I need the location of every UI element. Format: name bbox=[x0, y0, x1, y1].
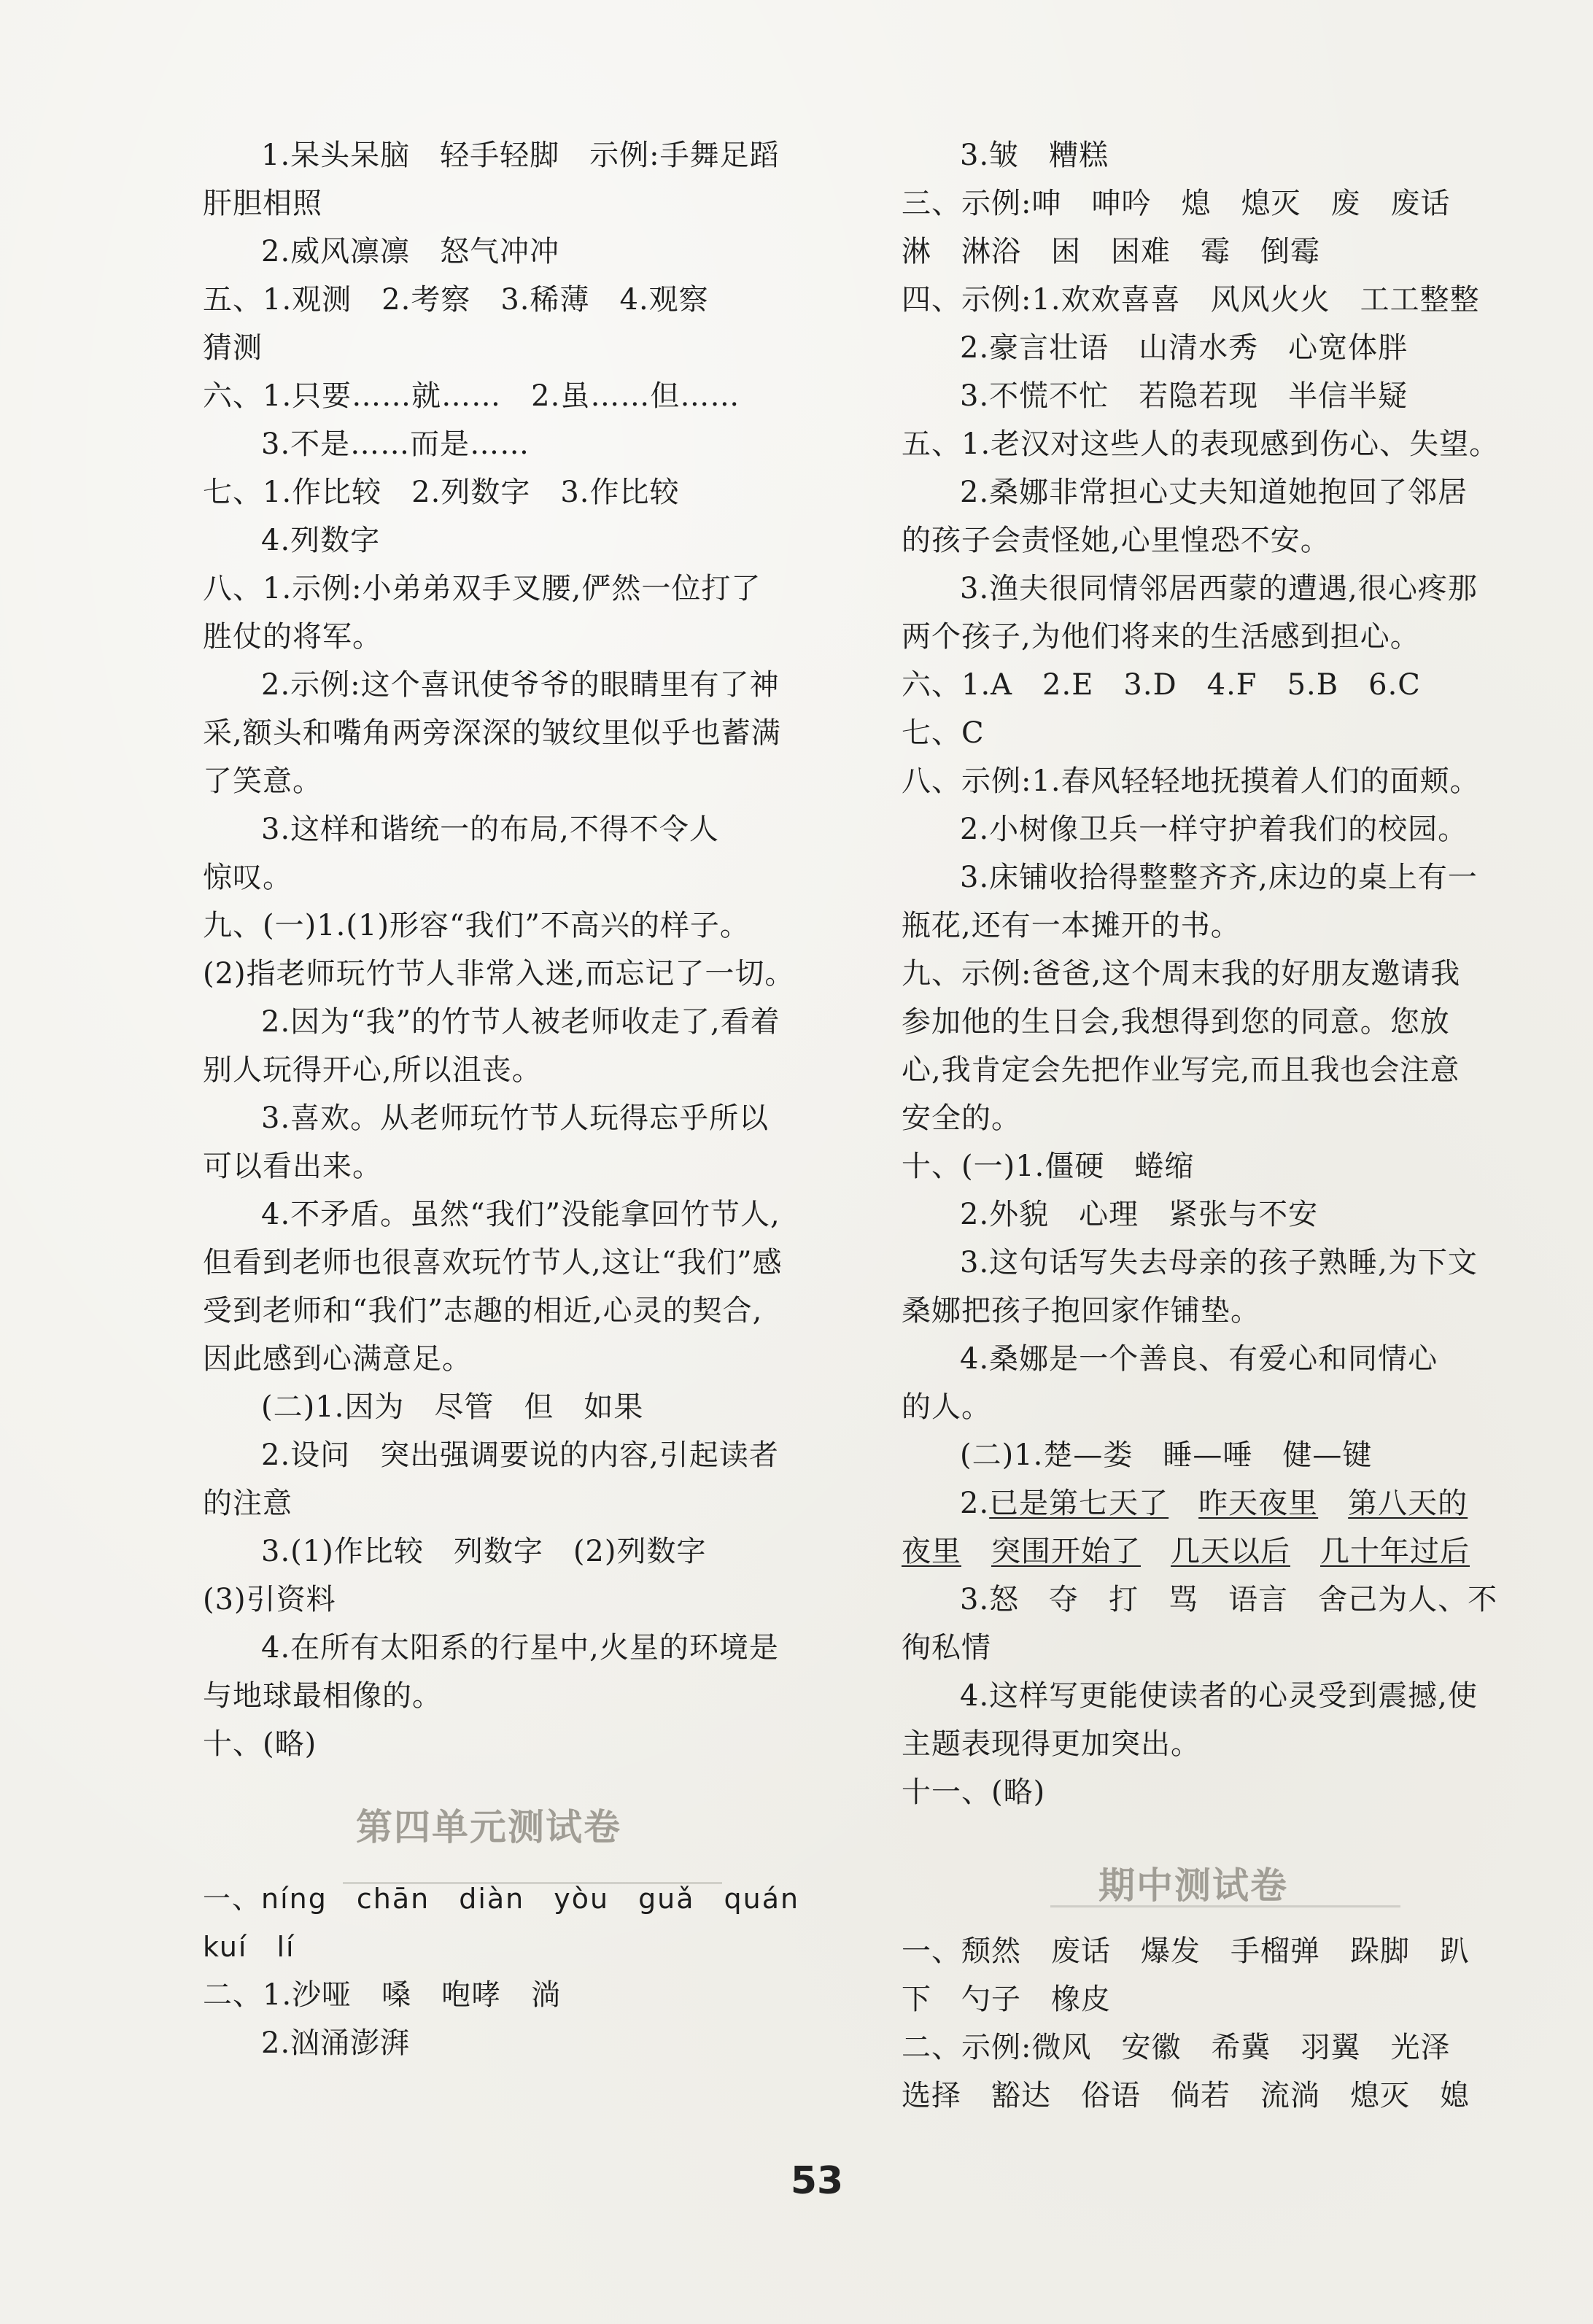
underlined-phrase: 几天以后 bbox=[1171, 1535, 1290, 1568]
answer-line: 2.因为“我”的竹节人被老师收走了,看着 bbox=[261, 1005, 780, 1039]
spacer-text bbox=[961, 1535, 991, 1568]
answer-line: 八、1.示例:小弟弟双手叉腰,俨然一位打了 bbox=[203, 572, 761, 605]
section-heading-unit4: 第四单元测试卷 bbox=[356, 1805, 621, 1848]
answer-line: 4.桑娜是一个善良、有爱心和同情心 bbox=[960, 1342, 1438, 1376]
answer-line: 4.列数字 bbox=[261, 524, 381, 557]
page-number: 53 bbox=[790, 2159, 844, 2203]
answer-line: 九、示例:爸爸,这个周末我的好朋友邀请我 bbox=[902, 957, 1461, 991]
answer-line: 淋 淋浴 困 困难 霉 倒霉 bbox=[902, 235, 1320, 268]
answer-line: 3.不慌不忙 若隐若现 半信半疑 bbox=[960, 379, 1408, 413]
underlined-phrase: 突围开始了 bbox=[991, 1535, 1141, 1568]
underlined-phrase: 夜里 bbox=[902, 1535, 961, 1568]
answer-line: 4.在所有太阳系的行星中,火星的环境是 bbox=[261, 1631, 779, 1665]
spacer-text bbox=[1318, 1487, 1348, 1520]
underlined-phrase: 昨天夜里 bbox=[1198, 1487, 1319, 1520]
heading-rule bbox=[343, 1882, 722, 1884]
answer-line: 十、(一)1.僵硬 蜷缩 bbox=[902, 1150, 1195, 1183]
answer-line: 3.渔夫很同情邻居西蒙的遭遇,很心疼那 bbox=[960, 572, 1478, 605]
answer-line: 七、C bbox=[902, 716, 985, 750]
answer-line: 四、示例:1.欢欢喜喜 风风火火 工工整整 bbox=[902, 283, 1480, 317]
answer-line: 与地球最相像的。 bbox=[203, 1679, 442, 1713]
answer-line: 下 勺子 橡皮 bbox=[902, 1983, 1111, 2016]
answer-line: 3.这样和谐统一的布局,不得不令人 bbox=[261, 813, 719, 846]
answer-line: 采,额头和嘴角两旁深深的皱纹里似乎也蓄满 bbox=[203, 716, 781, 750]
spacer-text bbox=[1290, 1535, 1320, 1568]
answer-line: 一、níng chān diàn yòu guǎ quán bbox=[203, 1883, 800, 1915]
answer-line: 二、1.沙哑 嗓 咆哮 淌 bbox=[203, 1978, 562, 2012]
answer-line: 十、(略) bbox=[203, 1727, 317, 1761]
answer-line: 八、示例:1.春风轻轻地抚摸着人们的面颊。 bbox=[902, 764, 1480, 798]
answer-line: 心,我肯定会先把作业写完,而且我也会注意 bbox=[902, 1053, 1460, 1087]
answer-line: 的注意 bbox=[203, 1487, 292, 1520]
answer-line: 五、1.观测 2.考察 3.稀薄 4.观察 bbox=[203, 283, 709, 317]
answer-line: 安全的。 bbox=[902, 1101, 1021, 1135]
answer-line: 了笑意。 bbox=[203, 764, 322, 798]
answer-line: 2.汹涌澎湃 bbox=[261, 2026, 411, 2060]
answer-line: (二)1.楚—娄 睡—唾 健—键 bbox=[960, 1438, 1373, 1472]
answer-line: (3)引资料 bbox=[203, 1583, 336, 1616]
underlined-answer-line bbox=[902, 1479, 1507, 1527]
answer-line: 桑娜把孩子抱回家作铺垫。 bbox=[902, 1294, 1260, 1328]
answer-line: 3.皱 糟糕 bbox=[960, 139, 1109, 172]
spacer-text bbox=[1168, 1487, 1198, 1520]
answer-line: 两个孩子,为他们将来的生活感到担心。 bbox=[902, 620, 1420, 654]
answer-line: 3.怒 夺 打 骂 语言 舍己为人、不 bbox=[960, 1583, 1498, 1616]
underlined-phrase: 第八天的 bbox=[1348, 1487, 1468, 1520]
answer-line: 3.这句话写失去母亲的孩子熟睡,为下文 bbox=[960, 1246, 1478, 1279]
answer-line: 猜测 bbox=[203, 331, 263, 365]
answer-line: 可以看出来。 bbox=[203, 1150, 382, 1183]
answer-line: 别人玩得开心,所以沮丧。 bbox=[203, 1053, 542, 1087]
answer-line: 3.床铺收拾得整整齐齐,床边的桌上有一 bbox=[960, 861, 1478, 894]
answer-line: 2.外貌 心理 紧张与不安 bbox=[960, 1198, 1319, 1231]
answer-line: 胜仗的将军。 bbox=[203, 620, 382, 654]
answer-line: 4.这样写更能使读者的心灵受到震撼,使 bbox=[960, 1679, 1478, 1713]
answer-line: 2.示例:这个喜讯使爷爷的眼睛里有了神 bbox=[261, 668, 780, 702]
answer-line: 六、1.A 2.E 3.D 4.F 5.B 6.C bbox=[902, 668, 1421, 702]
answer-line: (2)指老师玩竹节人非常入迷,而忘记了一切。 bbox=[203, 957, 795, 991]
answer-line: 因此感到心满意足。 bbox=[203, 1342, 472, 1376]
underlined-phrase: 已是第七天了 bbox=[989, 1487, 1169, 1520]
answer-line: 惊叹。 bbox=[203, 861, 292, 894]
answer-line: 2.小树像卫兵一样守护着我们的校园。 bbox=[960, 813, 1468, 846]
answer-line: 2.豪言壮语 山清水秀 心宽体胖 bbox=[960, 331, 1408, 365]
answer-line: (二)1.因为 尽管 但 如果 bbox=[261, 1390, 644, 1424]
right-column bbox=[902, 131, 1507, 2120]
left-column bbox=[203, 131, 808, 2067]
answer-line: 三、示例:呻 呻吟 熄 熄灭 废 废话 bbox=[902, 187, 1451, 220]
section-heading-midterm: 期中测试卷 bbox=[1098, 1864, 1288, 1907]
answer-line: 徇私情 bbox=[902, 1631, 991, 1665]
answer-line: 4.不矛盾。虽然“我们”没能拿回竹节人, bbox=[261, 1198, 780, 1231]
answer-line: 六、1.只要……就…… 2.虽……但…… bbox=[203, 379, 740, 413]
answer-text: 2. bbox=[960, 1487, 990, 1520]
answer-line: 3.不是……而是…… bbox=[261, 427, 530, 461]
underlined-phrase: 几十年过后 bbox=[1320, 1535, 1470, 1568]
heading-rule bbox=[1050, 1905, 1400, 1907]
answer-line: 七、1.作比较 2.列数字 3.作比较 bbox=[203, 476, 680, 509]
answer-line: 1.呆头呆脑 轻手轻脚 示例:手舞足蹈 bbox=[261, 139, 780, 172]
answer-line: 一、颓然 废话 爆发 手榴弹 跺脚 趴 bbox=[902, 1934, 1470, 1968]
answer-line: 参加他的生日会,我想得到您的同意。您放 bbox=[902, 1005, 1450, 1039]
answer-line: 2.设问 突出强调要说的内容,引起读者 bbox=[261, 1438, 779, 1472]
answer-line: 选择 豁达 俗语 倘若 流淌 熄灭 媳 bbox=[902, 2079, 1470, 2112]
answer-line: 肝胆相照 bbox=[203, 187, 322, 220]
answer-line: 3.(1)作比较 列数字 (2)列数字 bbox=[261, 1535, 707, 1568]
answer-line: 瓶花,还有一本摊开的书。 bbox=[902, 909, 1241, 942]
answer-line: 2.桑娜非常担心丈夫知道她抱回了邻居 bbox=[960, 476, 1468, 509]
answer-line: 3.喜欢。从老师玩竹节人玩得忘乎所以 bbox=[261, 1101, 770, 1135]
spacer-text bbox=[1141, 1535, 1171, 1568]
answer-line: 的人。 bbox=[902, 1390, 991, 1424]
answer-line: 但看到老师也很喜欢玩竹节人,这让“我们”感 bbox=[203, 1246, 783, 1279]
answer-line: 主题表现得更加突出。 bbox=[902, 1727, 1201, 1761]
answer-line: 2.威风凛凛 怒气冲冲 bbox=[261, 235, 560, 268]
answer-line: 五、1.老汉对这些人的表现感到伤心、失望。 bbox=[902, 427, 1500, 461]
answer-line: kuí lí bbox=[203, 1931, 295, 1963]
answer-line: 十一、(略) bbox=[902, 1775, 1046, 1809]
answer-line: 受到老师和“我们”志趣的相近,心灵的契合, bbox=[203, 1294, 763, 1328]
answer-line: 九、(一)1.(1)形容“我们”不高兴的样子。 bbox=[203, 909, 750, 942]
answer-line: 的孩子会责怪她,心里惶恐不安。 bbox=[902, 524, 1330, 557]
answer-line: 二、示例:微风 安徽 希冀 羽翼 光泽 bbox=[902, 2031, 1451, 2064]
underlined-answer-line bbox=[902, 1527, 1507, 1576]
